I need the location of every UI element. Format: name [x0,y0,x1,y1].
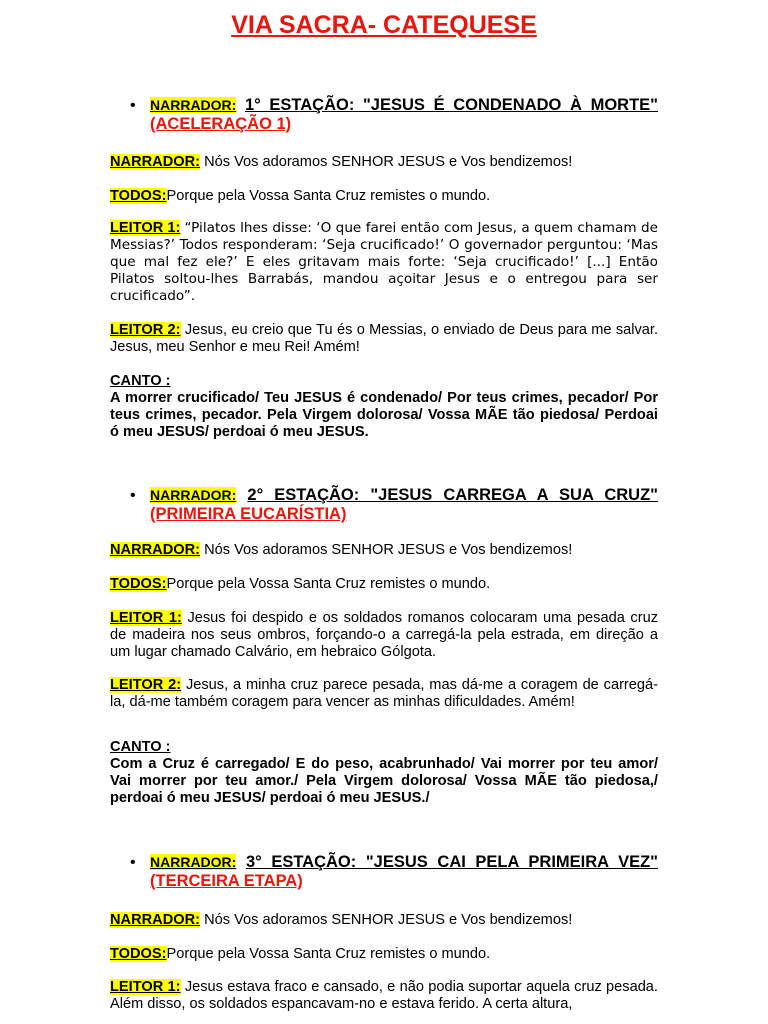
station-1-canto [110,373,658,441]
station-3-todos [110,946,658,963]
narrador-text: Nós Vos adoramos SENHOR JESUS e Vos bendizemos! [204,912,573,928]
todos-text: Porque pela Vossa Santa Cruz remistes o mundo. [166,188,491,204]
leitor-1-label: LEITOR 1: [110,610,182,626]
station-narrador-tag: NARRADOR: [150,854,237,870]
narrador-text: Nós Vos adoramos SENHOR JESUS e Vos bendizemos! [204,154,573,170]
station-3-leitor-1 [110,979,658,1013]
todos-label: TODOS: [110,946,167,962]
station-2-leitor-1 [110,610,658,661]
station-narrador-tag: NARRADOR: [150,97,237,113]
todos-label: TODOS: [110,576,167,592]
narrador-label: NARRADOR: [110,154,200,170]
station-3-heading [150,853,658,891]
station-subtitle: (TERCEIRA ETAPA) [150,872,303,890]
todos-text: Porque pela Vossa Santa Cruz remistes o mundo. [166,576,491,592]
station-title: 2° ESTAÇÃO: "JESUS CARREGA A SUA CRUZ" [247,486,658,504]
station-1-heading [150,96,658,134]
bullet-station-2: • [130,487,136,504]
narrador-label: NARRADOR: [110,912,200,928]
station-narrador-tag: NARRADOR: [150,487,237,503]
station-2-canto [110,739,658,807]
canto-label: CANTO : [110,739,171,755]
station-2-heading [150,486,658,524]
station-subtitle: (ACELERAÇÃO 1) [150,115,292,133]
narrador-label: NARRADOR: [110,542,200,558]
leitor-1-text: Jesus estava fraco e cansado, e não podia suportar aquela cruz pesada. Além disso, os soldados espancavam-no e estava ferido. A certa altura, [110,979,658,1012]
bullet-station-1: • [130,97,136,114]
station-1-narrador [110,154,658,171]
todos-label: TODOS: [110,188,167,204]
leitor-1-label: LEITOR 1: [110,979,181,995]
canto-text: Com a Cruz é carregado/ E do peso, acabrunhado/ Vai morrer por teu amor/ Vai morrer por teu amor./ Pela Virgem dolorosa/ Vossa MÃE tão piedosa,/ perdoai ó meu JESUS/ perdoai ó meu JESUS./ [110,756,658,806]
leitor-1-text: Jesus foi despido e os soldados romanos colocaram uma pesada cruz de madeira nos seus ombros, forçando-o a carregá-la pela estrada, em direção a um lugar chamado Calvário, em hebraico Gólgota. [110,610,658,660]
station-title: 1° ESTAÇÃO: "JESUS É CONDENADO À MORTE" [244,96,658,114]
leitor-2-text: Jesus, a minha cruz parece pesada, mas dá-me a coragem de carregá-la, dá-me também coragem para vencer as minhas dificuldades. Amém! [110,677,659,710]
leitor-2-label: LEITOR 2: [110,322,181,338]
leitor-2-label: LEITOR 2: [110,677,182,693]
bullet-station-3: • [130,854,136,871]
station-1-leitor-2 [110,322,658,356]
narrador-text: Nós Vos adoramos SENHOR JESUS e Vos bendizemos! [204,542,573,558]
station-2-leitor-2 [110,677,658,711]
leitor-1-text: “Pilatos lhes disse: ‘O que farei então com Jesus, a quem chamam de Messias?’ Todos responderam: ‘Seja crucificado!’ O governador perguntou: ‘Mas que mal fez ele?’ E eles gritavam mais forte: ‘Seja crucificado!’ [...] Então Pilatos soltou-lhes Barrabás, mandou açoitar Jesus e o entregou para ser crucificado”. [110,220,658,304]
station-2-narrador [110,542,658,559]
todos-text: Porque pela Vossa Santa Cruz remistes o mundo. [166,946,491,962]
station-title: 3° ESTAÇÃO: "JESUS CAI PELA PRIMEIRA VEZ" [245,853,658,871]
station-subtitle: (PRIMEIRA EUCARÍSTIA) [150,505,347,523]
canto-label: CANTO : [110,373,171,389]
station-3-narrador [110,912,658,929]
station-1-todos [110,188,658,205]
station-2-todos [110,576,658,593]
document-title: VIA SACRA- CATEQUESE [231,11,537,39]
leitor-2-text: Jesus, eu creio que Tu és o Messias, o enviado de Deus para me salvar. Jesus, meu Senhor e meu Rei! Amém! [110,322,659,355]
leitor-1-label: LEITOR 1: [110,220,181,236]
station-1-leitor-1 [110,220,658,305]
canto-text: A morrer crucificado/ Teu JESUS é condenado/ Por teus crimes, pecador/ Por teus crimes, pecador. Pela Virgem dolorosa/ Vossa MÃE tão piedosa/ Perdoai ó meu JESUS/ perdoai ó meu JESUS. [110,390,658,440]
